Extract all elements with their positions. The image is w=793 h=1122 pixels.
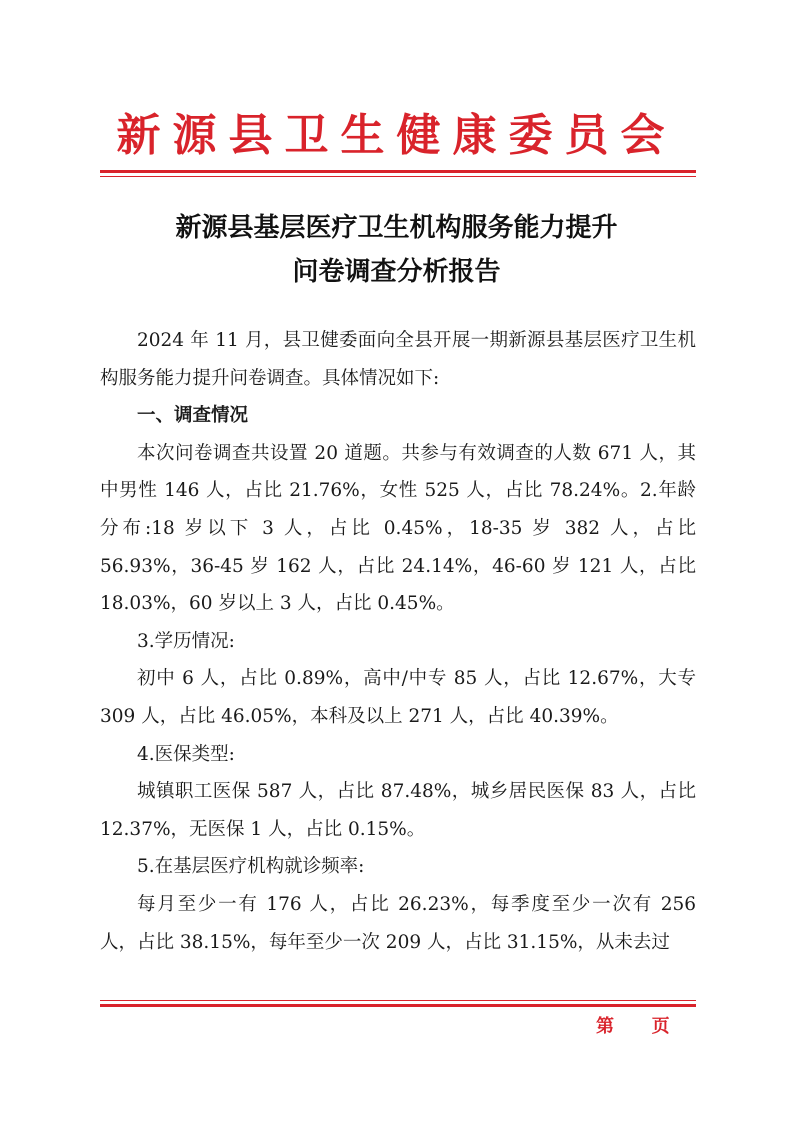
page-number-label: 第 页 <box>596 1016 670 1037</box>
footer-divider <box>100 1000 696 1007</box>
paragraph-education: 初中 6 人，占比 0.89%，高中/中专 85 人，占比 12.67%，大专 309 人，占比 46.05%，本科及以上 271 人，占比 40.39%。 <box>100 668 696 727</box>
paragraph-visit-frequency: 每月至少一有 176 人，占比 26.23%，每季度至少一次有 256 人，占比 38.15%，每年至少一次 209 人，占比 31.15%，从未去过 <box>100 893 696 953</box>
divider-thin-line <box>100 176 696 177</box>
letterhead-divider <box>100 170 696 177</box>
document-title-line-1: 新源县基层医疗卫生机构服务能力提升 <box>175 213 618 243</box>
intro-paragraph: 2024 年 11 月，县卫健委面向全县开展一期新源县基层医疗卫生机构服务能力提升问卷调查。具体情况如下: <box>100 330 696 389</box>
divider-thick-line <box>100 170 696 173</box>
footer-thick-line <box>100 1004 696 1007</box>
document-title <box>0 206 793 294</box>
paragraph-respondents: 本次问卷调查共设置 20 道题。共参与有效调查的人数 671 人，其中男性 146 人，占比 21.76%，女性 525 人，占比 78.24%。2.年龄分布:18 岁以下 3 人，占比 0.45%，18-35 岁 382 人，占比 56.93%，36-45 岁 162 人，占比 24.14%，46-60 岁 121 人，占比 18.03%，60 岁以上 3 人，占比 0.45%。 <box>100 442 696 615</box>
section-heading-survey: 一、调查情况 <box>137 405 249 427</box>
subheading-education: 3.学历情况: <box>137 630 235 652</box>
subheading-insurance: 4.医保类型: <box>137 743 235 765</box>
document-body <box>100 322 696 961</box>
paragraph-insurance: 城镇职工医保 587 人，占比 87.48%，城乡居民医保 83 人，占比 12.37%，无医保 1 人，占比 0.15%。 <box>100 781 696 840</box>
letterhead-org-name: 新源县卫生健康委员会 <box>116 110 677 161</box>
footer-thin-line <box>100 1000 696 1001</box>
document-title-line-2: 问卷调查分析报告 <box>292 257 501 287</box>
subheading-visit-frequency: 5.在基层医疗机构就诊频率: <box>137 856 365 878</box>
